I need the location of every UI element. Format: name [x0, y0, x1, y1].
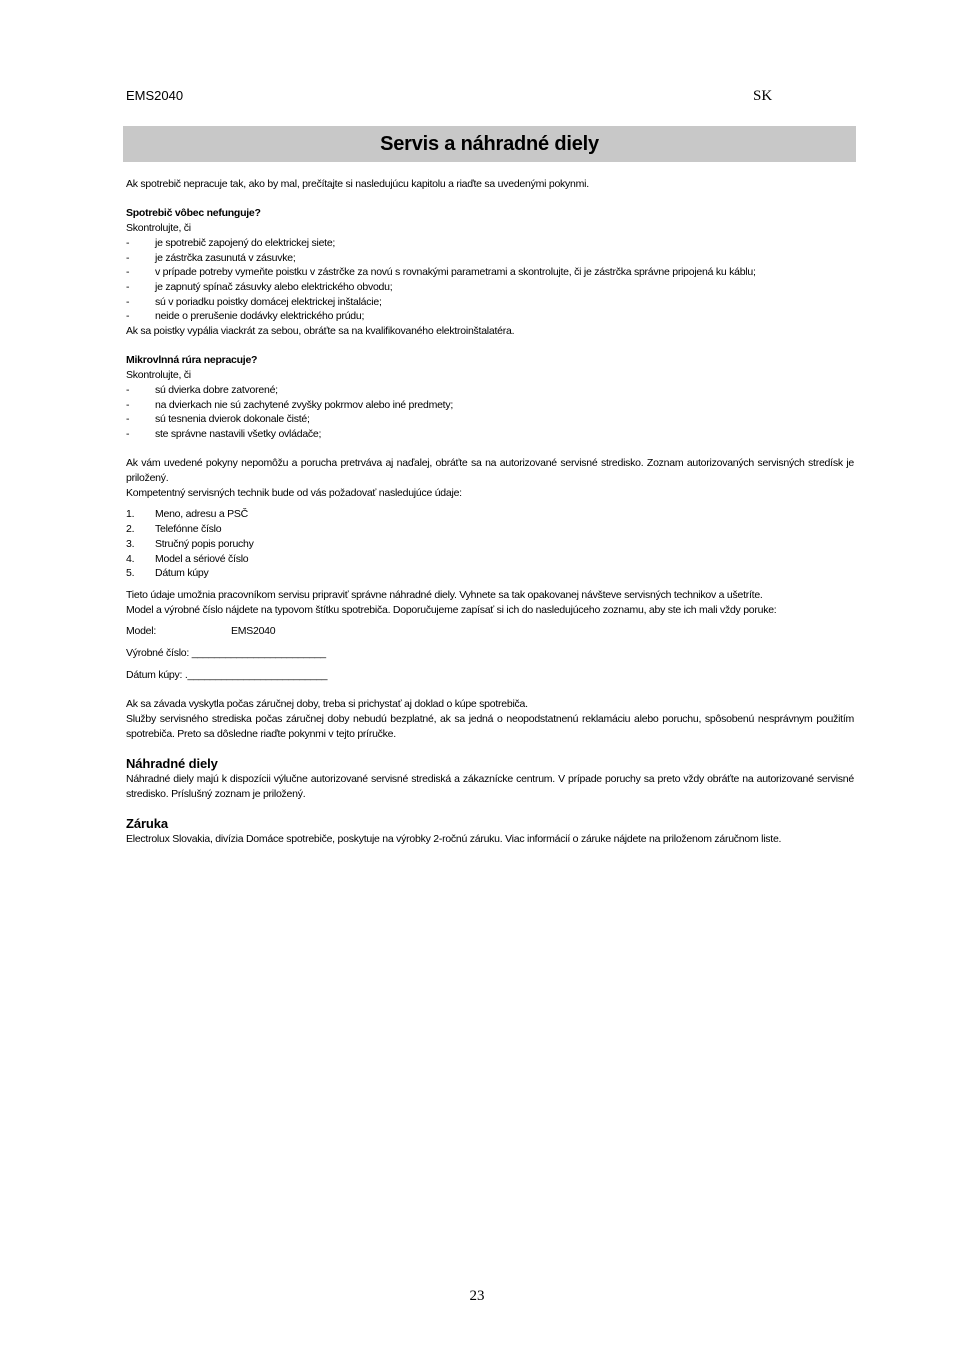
list-item: - je zástrčka zasunutá v zásuvke;	[126, 251, 296, 264]
title-bar	[123, 126, 856, 162]
service-list	[126, 507, 854, 581]
page-content	[126, 177, 854, 847]
list-item: - ste správne nastavili všetky ovládače;	[126, 427, 322, 440]
model-row	[126, 624, 854, 639]
list-item: 3. Stručný popis poruchy	[126, 537, 254, 550]
model-value: EMS2040	[231, 625, 276, 638]
page-number: 23	[469, 1288, 485, 1304]
header-language: SK	[753, 88, 773, 104]
parts-heading: Náhradné diely	[126, 755, 218, 771]
warranty-para2: Služby servisného strediska počas záručnej doby nebudú bezplatné, ak sa jedná o neopodstatnenú reklamáciu alebo poruchu, spôsobenú nesprávnym použitím spotrebiča. Preto sa dôsledne riaďte pokynmi v tejto príručke.	[126, 712, 854, 740]
section1-note: Ak sa poistky vypália viackrát za sebou, obráťte sa na kvalifikovaného elektroinštalatéra.	[126, 325, 515, 338]
list-item: - je spotrebič zapojený do elektrickej siete;	[126, 236, 336, 249]
list-item: 5. Dátum kúpy	[126, 567, 209, 580]
purchase-date-line: Dátum kúpy: ._________________________	[126, 668, 328, 681]
guarantee-text: Electrolux Slovakia, divízia Domáce spotrebiče, poskytuje na výrobky 2-ročnú záruku. Viac informácií o záruke nájdete na priloženom záručnom liste.	[126, 833, 782, 846]
parts-text: Náhradné diely majú k dispozícii výlučne autorizované servisné strediská a zákaznícke centrum. V prípade poruchy sa preto vždy obráťte na autorizované servisné stredisko. Príslušný zoznam je priložený.	[126, 772, 854, 800]
service-para3: Tieto údaje umožnia pracovníkom servisu pripraviť správne náhradné diely. Vyhnete sa tak opakovanej návšteve servisných technikov a ušetríte.	[126, 588, 763, 601]
section1-heading: Spotrebič vôbec nefunguje?	[126, 207, 261, 220]
service-para4: Model a výrobné číslo nájdete na typovom štítku spotrebiča. Doporučujeme zapísať si ich do nasledujúceho zoznamu, aby ste ich mali vždy poruke:	[126, 603, 777, 616]
serial-number-line: Výrobné číslo: ________________________	[126, 647, 326, 660]
list-item: 1. Meno, adresu a PSČ	[126, 508, 248, 521]
section2-list	[126, 383, 854, 442]
list-item: - v prípade potreby vymeňte poistku v zástrčke za novú s rovnakými parametrami a skontrolujte, či je zástrčka správne pripojená ku káblu;	[126, 266, 756, 279]
list-item: - sú tesnenia dvierok dokonale čisté;	[126, 413, 310, 426]
section2-heading: Mikrovlnná rúra nepracuje?	[126, 354, 258, 367]
service-para1: Ak vám uvedené pokyny nepomôžu a porucha pretrváva aj naďalej, obráťte sa na autorizované servisné stredisko. Zoznam autorizovaných servisných stredísk je priložený.	[126, 457, 854, 485]
model-label: Model:	[126, 625, 157, 638]
section1-list	[126, 236, 854, 324]
service-para2: Kompetentný servisných technik bude od vás požadovať nasledujúce údaje:	[126, 486, 462, 499]
section2-check: Skontrolujte, či	[126, 369, 191, 382]
warranty-para1: Ak sa závada vyskytla počas záručnej doby, treba si prichystať aj doklad o kúpe spotrebiča.	[126, 698, 528, 711]
list-item: - na dvierkach nie sú zachytené zvyšky pokrmov alebo iné predmety;	[126, 398, 453, 411]
list-item: - je zapnutý spínač zásuvky alebo elektrického obvodu;	[126, 280, 393, 293]
guarantee-heading: Záruka	[126, 816, 169, 832]
intro-text: Ak spotrebič nepracuje tak, ako by mal, prečítajte si nasledujúcu kapitolu a riaďte sa uvedenými pokynmi.	[126, 178, 589, 190]
list-item: - sú dvierka dobre zatvorené;	[126, 383, 278, 396]
section1-check: Skontrolujte, či	[126, 222, 191, 235]
list-item: 2. Telefónne číslo	[126, 523, 222, 536]
list-item: 4. Model a sériové číslo	[126, 552, 249, 565]
list-item: - neide o prerušenie dodávky elektrického prúdu;	[126, 310, 365, 323]
list-item: - sú v poriadku poistky domácej elektrickej inštalácie;	[126, 295, 382, 308]
page-title: Servis a náhradné diely	[380, 132, 599, 155]
header-model: EMS2040	[126, 88, 184, 103]
